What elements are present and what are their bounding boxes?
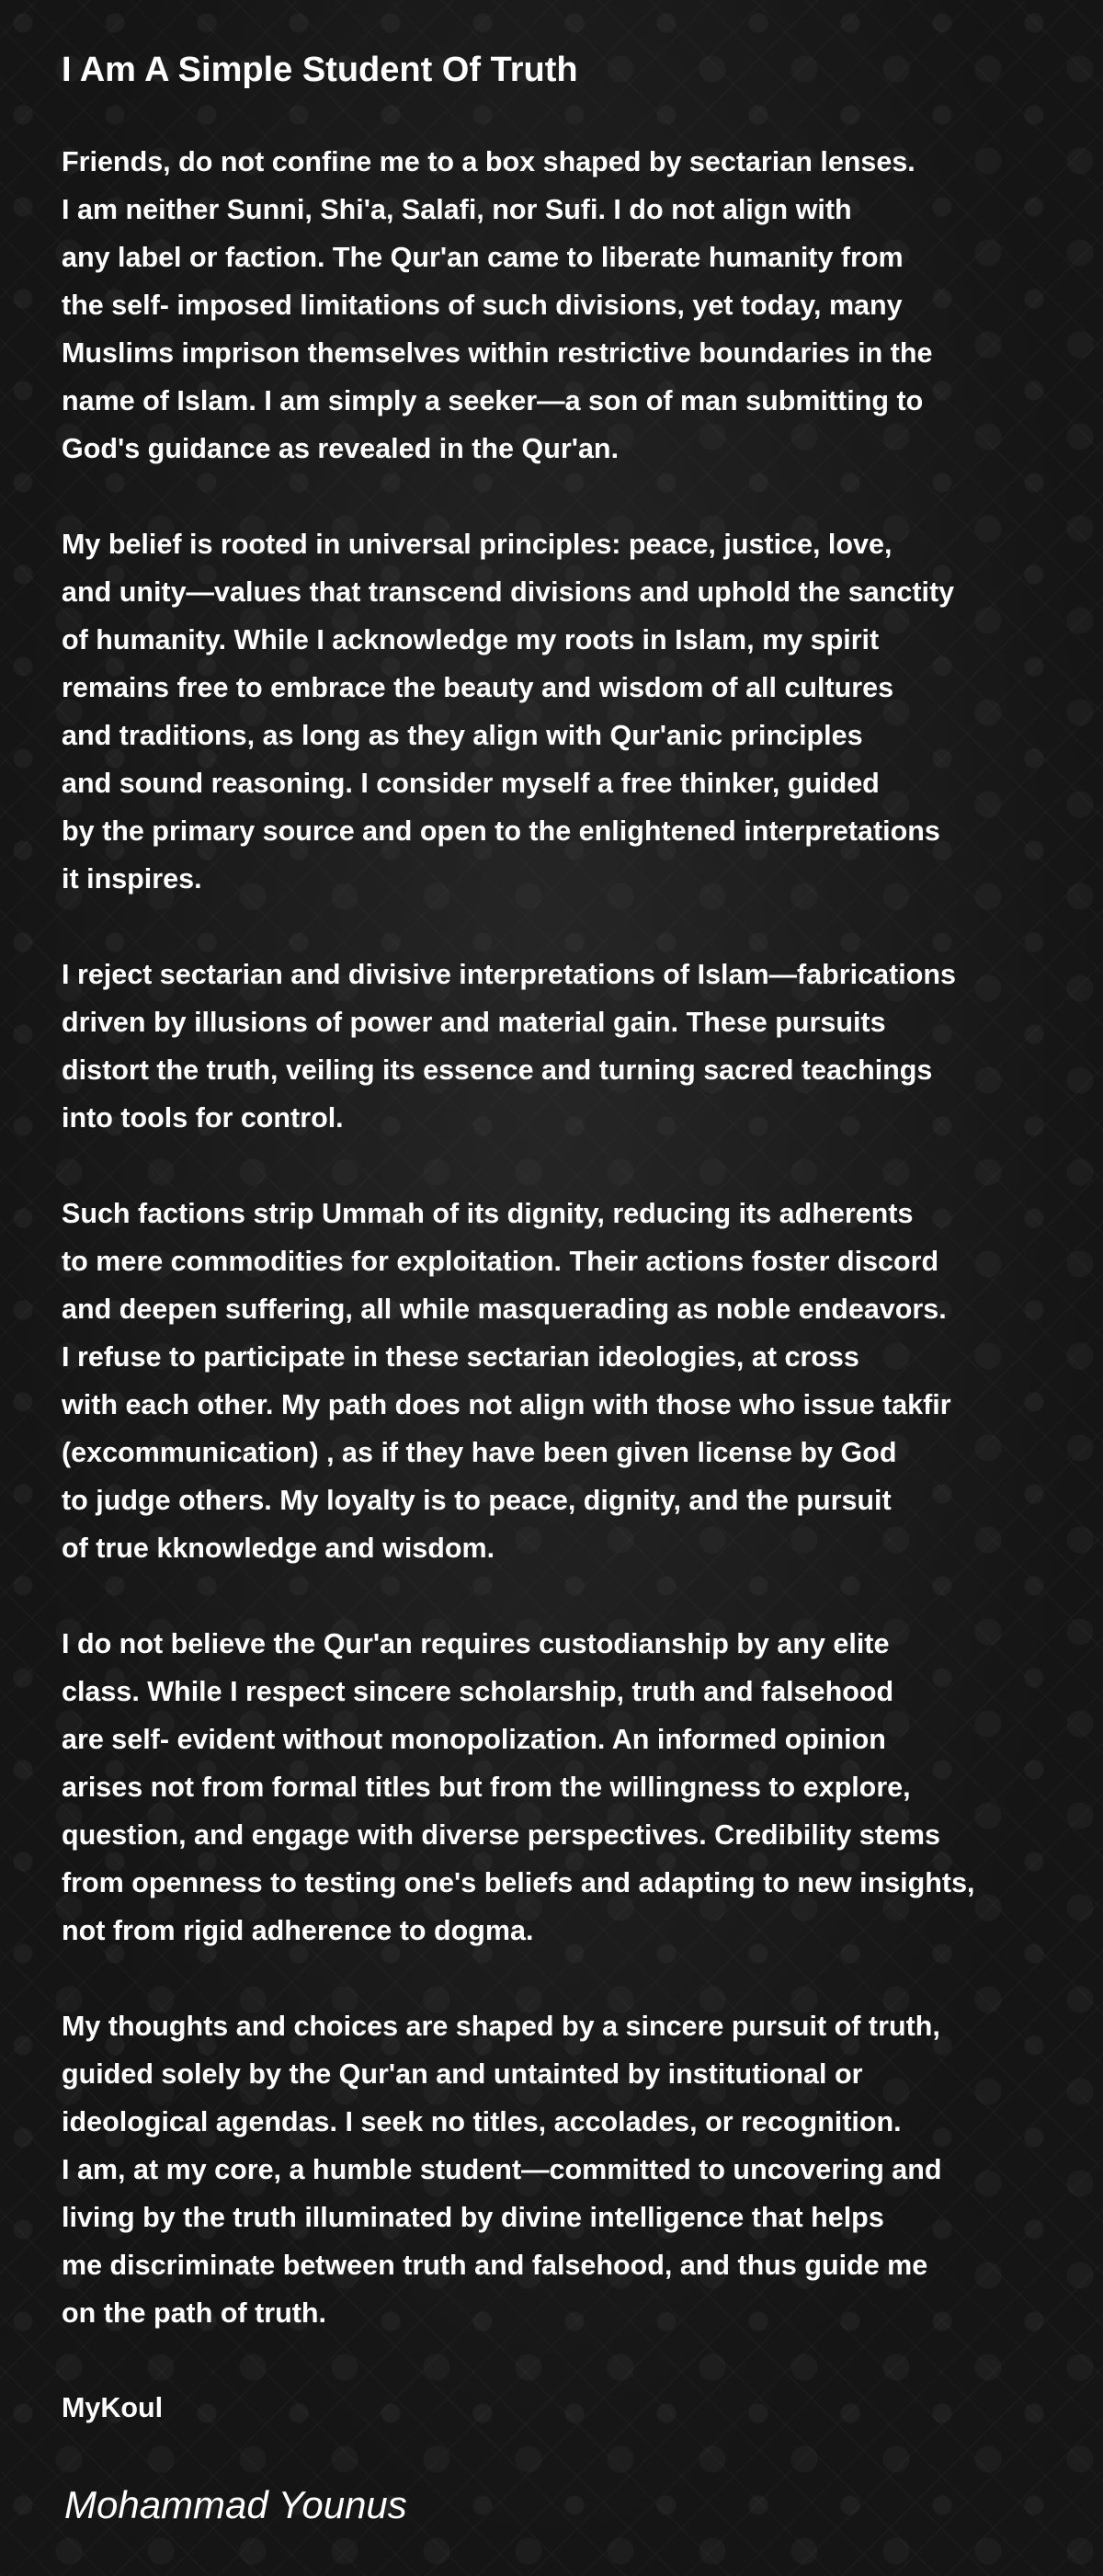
poem-line: and traditions, as long as they align with Qur'anic principles xyxy=(62,720,863,751)
poem-line: of true kknowledge and wisdom. xyxy=(62,1533,495,1564)
poem-line: question, and engage with diverse perspectives. Credibility stems xyxy=(62,1819,940,1851)
poem-line: guided solely by the Qur'an and untainted by institutional or xyxy=(62,2058,863,2090)
poem-line: and deepen suffering, all while masquerading as noble endeavors. xyxy=(62,1294,947,1325)
stanza xyxy=(62,1190,1082,1572)
poem-line: with each other. My path does not align with those who issue takfir xyxy=(62,1389,951,1420)
poem-line: to mere commodities for exploitation. Their actions foster discord xyxy=(62,1246,939,1277)
poem-line: I refuse to participate in these sectarian ideologies, at cross xyxy=(62,1341,859,1373)
poem-line: My belief is rooted in universal principles: peace, justice, love, xyxy=(62,529,893,560)
poem-line: distort the truth, veiling its essence and turning sacred teachings xyxy=(62,1054,933,1086)
poem-line: God's guidance as revealed in the Qur'an. xyxy=(62,433,620,464)
poem-line: (excommunication) , as if they have been given license by God xyxy=(62,1437,897,1468)
poem-line: by the primary source and open to the enlightened interpretations xyxy=(62,815,940,847)
poem-line: Muslims imprison themselves within restrictive boundaries in the xyxy=(62,337,933,369)
poem-line: into tools for control. xyxy=(62,1102,344,1134)
poem-line: name of Islam. I am simply a seeker—a son of man submitting to xyxy=(62,385,924,416)
poem-line: arises not from formal titles but from the willingness to explore, xyxy=(62,1772,911,1803)
poem-signature: MyKoul xyxy=(62,2392,164,2423)
poem-line: living by the truth illuminated by divine intelligence that helps xyxy=(62,2202,884,2233)
stanza xyxy=(62,520,1082,903)
poem-line: ideological agendas. I seek no titles, accolades, or recognition. xyxy=(62,2106,902,2137)
poem-line: Friends, do not confine me to a box shaped by sectarian lenses. xyxy=(62,146,915,177)
poem-line: any label or faction. The Qur'an came to liberate humanity from xyxy=(62,242,904,273)
poem-line: I reject sectarian and divisive interpretations of Islam—fabrications xyxy=(62,959,956,990)
poem-line: to judge others. My loyalty is to peace, dignity, and the pursuit xyxy=(62,1485,892,1516)
poem-line: the self- imposed limitations of such divisions, yet today, many xyxy=(62,290,903,321)
poem-line: it inspires. xyxy=(62,863,202,895)
poem-line: My thoughts and choices are shaped by a sincere pursuit of truth, xyxy=(62,2011,940,2042)
stanza xyxy=(62,1620,1082,1955)
poem-title: I Am A Simple Student Of Truth xyxy=(62,51,578,89)
poem-line: remains free to embrace the beauty and wisdom of all cultures xyxy=(62,672,894,703)
poem-author: Mohammad Younus xyxy=(64,2483,407,2526)
poem-line: not from rigid adherence to dogma. xyxy=(62,1915,534,1946)
poem-line: I do not believe the Qur'an requires custodianship by any elite xyxy=(62,1628,890,1659)
poem-line: of humanity. While I acknowledge my roots in Islam, my spirit xyxy=(62,624,880,655)
stanza xyxy=(62,951,1082,1142)
poem-line: I am neither Sunni, Shi'a, Salafi, nor Sufi. I do not align with xyxy=(62,194,852,225)
poem-line: on the path of truth. xyxy=(62,2297,326,2329)
poem-line: and sound reasoning. I consider myself a free thinker, guided xyxy=(62,768,880,799)
poem-line: and unity—values that transcend divisions and uphold the sanctity xyxy=(62,576,955,608)
poem-line: me discriminate between truth and falsehood, and thus guide me xyxy=(62,2250,928,2281)
poem-line: from openness to testing one's beliefs and adapting to new insights, xyxy=(62,1867,975,1898)
poem-line: I am, at my core, a humble student—committed to uncovering and xyxy=(62,2154,942,2185)
stanza xyxy=(62,138,1082,473)
poem-line: class. While I respect sincere scholarship, truth and falsehood xyxy=(62,1676,894,1707)
poem-body xyxy=(62,138,1082,2385)
stanza xyxy=(62,2002,1082,2337)
poem-line: driven by illusions of power and material gain. These pursuits xyxy=(62,1007,886,1038)
poem-line: Such factions strip Ummah of its dignity, reducing its adherents xyxy=(62,1198,914,1229)
poem-line: are self- evident without monopolization. An informed opinion xyxy=(62,1724,886,1755)
